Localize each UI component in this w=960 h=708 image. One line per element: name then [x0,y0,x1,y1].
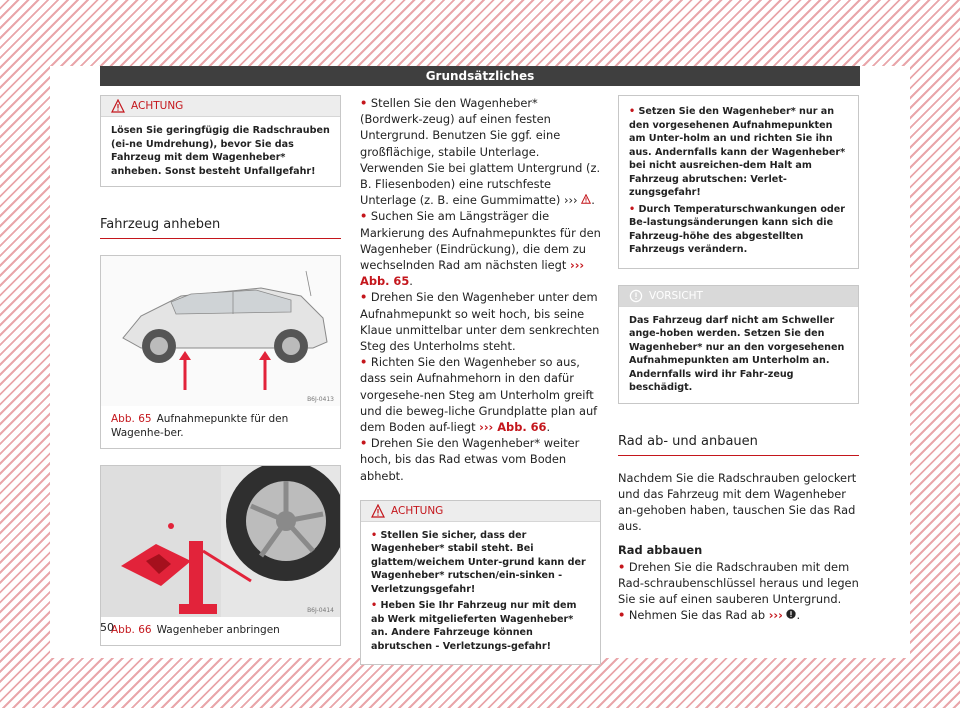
warning-title: ACHTUNG [131,100,184,112]
car-side-icon [101,256,340,406]
page-number: 50 [100,621,114,634]
column-middle [360,95,601,665]
column-left [100,95,341,646]
warning-text: Lösen Sie geringfügig die Radschrauben (ei-ne Umdrehung), bevor Sie das Fahrzeug mit dem Wagenheber* anheben. Sonst besteht Unfallgefahr! [111,125,330,177]
section-title-rad-ab-und-anbauen: Rad ab- und anbauen [618,434,859,456]
list-item: • Stellen Sie den Wagenheber* (Bordwerk-zeug) auf einen festen Untergrund. Benutzen Sie ggf. eine großflächige, stabile Unterlage. Verwenden Sie bei glattem Untergrund (z. B. Fliesenboden) eine rutschfeste Unterlage (z. B. eine Gummimatte) ››› . [360,96,601,208]
warning-box-header [101,96,340,117]
section-body [618,470,859,624]
caution-text: Das Fahrzeug darf nicht am Schweller ange-hoben werden. Setzen Sie den Wagenheber* nur an den vorgesehenen Aufnahmepunkten am Unterholm an. Andernfalls wird ihr Fahr-zeug beschädigt. [629,314,845,393]
figure-reference-link[interactable]: ››› Abb. 65 [360,258,585,289]
warning-box-header [361,501,600,522]
warning-triangle-icon [371,504,385,518]
warning-triangle-icon [581,194,591,204]
caution-title: VORSICHT [649,289,703,302]
warning-reference-link[interactable]: ››› [768,608,783,623]
exclamation-circle-icon [786,609,796,619]
subheading-rad-abbauen: Rad abbauen [618,543,703,558]
figure-caption-text: Wagenheber anbringen [156,624,280,636]
page-header: Grundsätzliches [100,66,860,86]
intro-paragraph: Nachdem Sie die Radschrauben gelockert und das Fahrzeug mit dem Wagenheber an-gehoben haben, tauschen Sie das Rad aus. [618,470,857,534]
figure-caption [101,617,340,645]
caution-box-header [619,286,858,307]
list-item: • Richten Sie den Wagenheber so aus, dass sein Aufnahmehorn in den dafür vorgesehe-nen Steg am Unterholm greift und die beweg-liche Grundplatte plan auf dem Boden auf-liegt ››› Abb. 66. [360,355,598,435]
list-item: • Heben Sie Ihr Fahrzeug nur mit dem ab Werk mitgelieferten Wagenheber* an. Andere Fahrzeuge können abrutschen - Verletzungs-gefahr! [371,600,577,652]
list-item: • Suchen Sie am Längsträger die Markierung des Aufnahmepunktes für den Wagenheber (Eindrückung), die dem zu wechselnden Rad am nächsten liegt ››› Abb. 65. [360,209,601,289]
column-right [618,95,859,623]
warning-title: ACHTUNG [391,504,444,517]
figure-reference-link[interactable]: ››› Abb. 66 [479,420,547,435]
warning-body [619,96,858,268]
info-circle-icon [629,289,643,303]
list-item: • Drehen Sie den Wagenheber unter dem Aufnahmepunkt so weit hoch, bis seine Klaue unmittelbar unter dem senkrechten Steg des Unterholms steht. [360,290,600,354]
figure-caption [101,406,340,448]
list-item: • Setzen Sie den Wagenheber* nur an den vorgesehenen Aufnahmepunkten am Unter-holm an und richten Sie ihn aus. Andernfalls kann der Wagenheber* bei nicht ausreichen-dem Halt am Fahrzeug abrutschen: Verlet-zungsgefahr! [629,106,846,198]
jack-illustration [101,466,340,617]
figure-65 [100,255,341,449]
warning-box-achtung-1 [100,95,341,187]
procedure-steps [360,95,601,484]
figure-label: Abb. 66 [111,624,152,636]
list-item: • Drehen Sie den Wagenheber* weiter hoch, bis das Rad etwas vom Boden abhebt. [360,436,580,483]
car-jack-icon [101,466,340,617]
figure-code: B6J-0414 [307,607,334,614]
figure-label: Abb. 65 [111,413,152,425]
warning-box-achtung-2 [360,500,601,666]
list-item: • Stellen Sie sicher, dass der Wagenheber* stabil steht. Bei glattem/weichem Unter-grund kann der Wagenheber* rutschen/ein-sinken - Verletzungsgefahr! [371,529,586,595]
warning-triangle-icon [111,99,125,113]
warning-body [361,522,600,665]
figure-caption-text: Aufnahmepunkte für den Wagenhe-ber. [111,413,289,439]
list-item: • Nehmen Sie das Rad ab ››› . [618,608,801,623]
list-item: • Durch Temperaturschwankungen oder Be-lastungsänderungen kann sich die Fahrzeug-höhe des abgestellten Fahrzeugs verändern. [629,203,846,255]
figure-66 [100,465,341,646]
list-item: • Drehen Sie die Radschrauben mit dem Rad-schraubenschlüssel heraus und legen Sie sie auf einen sauberen Untergrund. [618,559,859,606]
car-side-illustration [101,256,340,406]
warning-box-continued [618,95,859,269]
caution-box-vorsicht [618,285,859,404]
section-title-fahrzeug-anheben: Fahrzeug anheben [100,217,341,239]
figure-code: B6J-0413 [307,396,334,403]
